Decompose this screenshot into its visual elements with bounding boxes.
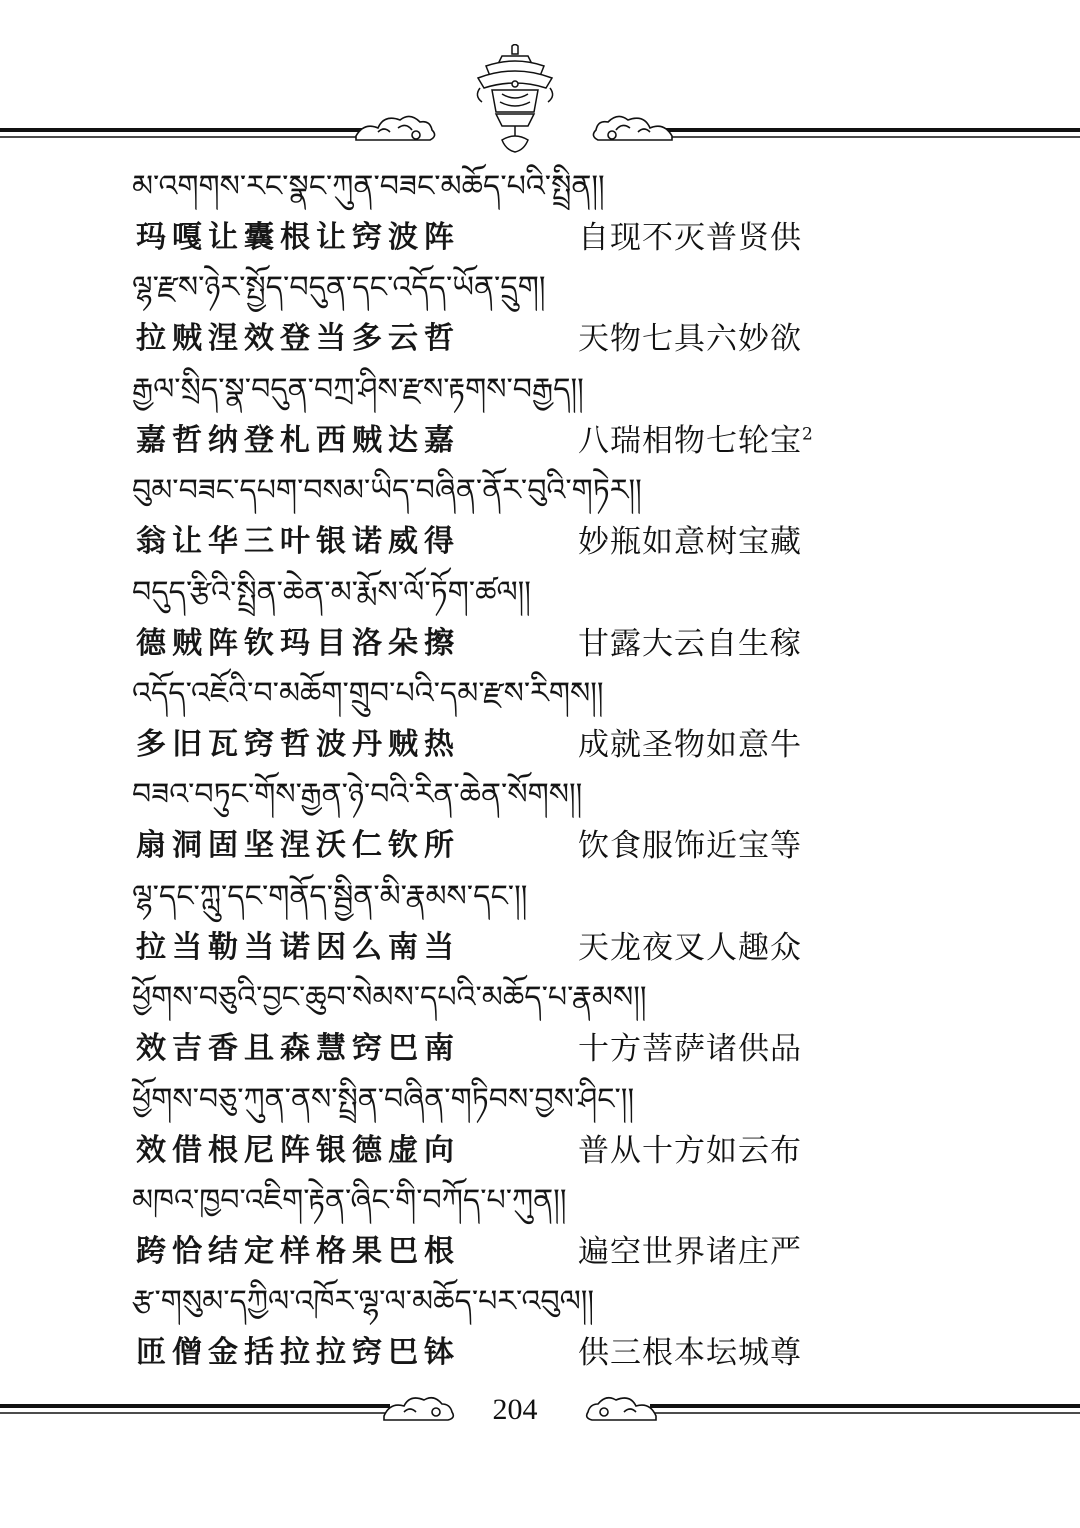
verse-7: [132, 768, 852, 869]
left-cloud-icon: [384, 1398, 453, 1420]
chinese-translation: [578, 1230, 802, 1274]
transliteration-line: 匝僧金括拉拉窍巴钵: [136, 1335, 460, 1371]
transliteration-line: 效借根尼阵银德虚向: [136, 1132, 460, 1168]
chinese-translation: [578, 317, 802, 361]
transliteration-line: 玛嘎让囊根让窍波阵: [136, 220, 460, 255]
verse-5: [132, 566, 852, 667]
verse-1: [132, 160, 852, 261]
transliteration-line: 嘉哲纳登札西贼达嘉: [136, 422, 460, 458]
transliteration-line: 扇洞固坚涅沃仁钦所: [136, 828, 460, 864]
chinese-text: 十方菩萨诸供品: [578, 1031, 802, 1068]
transliteration-line: 德贼阵钦玛目洛朵擦: [136, 625, 460, 661]
chinese-text: 甘露大云自生稼: [578, 625, 802, 662]
right-cloud-icon: [587, 1398, 656, 1420]
tibetan-line: ཕྱོགས་བཅུའི་བྱང་ཆུབ་སེམས་དཔའི་མཆོད་པ་རྣམས།།: [132, 980, 647, 1016]
verse-10: [132, 1073, 852, 1174]
chinese-text: 妙瓶如意树宝藏: [578, 524, 802, 561]
transliteration-line: 效吉香且森慧窍巴南: [136, 1031, 460, 1067]
right-cloud-icon: [593, 116, 672, 140]
tibetan-line: ལྷ་རྫས་ཉེར་སྤྱོད་བདུན་དང་འདོད་ཡོན་དྲུག།: [132, 270, 546, 306]
transliteration-line: 多旧瓦窍哲波丹贼热: [136, 726, 460, 762]
chinese-text: 天物七具六妙欲: [578, 321, 802, 358]
tibetan-line: རྩ་གསུམ་དཀྱིལ་འཁོར་ལྷ་ལ་མཆོད་པར་འབུལ།།: [132, 1284, 595, 1320]
verse-6: [132, 667, 852, 768]
verse-11: [132, 1174, 852, 1275]
transliteration-line: 拉当勒当诺因么南当: [136, 929, 460, 965]
left-cloud-icon: [356, 116, 435, 140]
page-number: 204: [492, 1393, 538, 1426]
tibetan-line: མཁའ་ཁྱབ་འཇིག་རྟེན་ཞིང་གི་བཀོད་པ་ཀུན།།: [132, 1182, 567, 1218]
chinese-text: 供三根本坛城尊: [578, 1335, 802, 1372]
chinese-translation: [578, 723, 802, 767]
chinese-text: 自现不灭普贤供: [578, 220, 802, 256]
tibetan-line: འདོད་འཇོའི་བ་མཆོག་གྲུབ་པའི་དམ་རྫས་རིགས།།: [132, 675, 604, 711]
verse-12: [132, 1275, 852, 1376]
verse-list: [132, 160, 852, 1377]
chinese-translation: [578, 926, 802, 970]
chinese-translation: [578, 419, 814, 463]
verse-8: [132, 870, 852, 971]
tibetan-line: བདུད་རྩིའི་སྤྲིན་ཆེན་མ་རྨོས་ལོ་ཏོག་ཚལ།།: [132, 574, 531, 610]
transliteration-line: 拉贼涅效登当多云哲: [136, 321, 460, 357]
tibetan-line: མ་འགགས་རང་སྣང་ཀུན་བཟང་མཆོད་པའི་སྤྲིན།།: [132, 169, 605, 204]
verse-3: [132, 363, 852, 464]
chinese-translation: [578, 216, 802, 260]
verse-4: [132, 464, 852, 565]
chinese-translation: [578, 1331, 802, 1375]
tibetan-line: བུམ་བཟང་དཔག་བསམ་ཡིད་བཞིན་ནོར་བུའི་གཏེར།།: [132, 473, 642, 509]
transliteration-line: 跨恰结定样格果巴根: [136, 1233, 460, 1269]
chinese-text: 天龙夜叉人趣众: [578, 929, 802, 966]
chinese-translation: [578, 1129, 802, 1173]
tibetan-line: ལྷ་དང་ཀླུ་དང་གནོད་སྦྱིན་མི་རྣམས་དང་།།: [132, 878, 528, 914]
verse-9: [132, 971, 852, 1072]
chinese-text: 八瑞相物七轮宝: [578, 422, 802, 459]
transliteration-line: 翁让华三叶银诺威得: [136, 524, 460, 560]
tibetan-line: རྒྱལ་སྲིད་སྣ་བདུན་བཀྲ་ཤིས་རྫས་རྟགས་བརྒྱད།།: [132, 371, 584, 407]
chinese-text: 遍空世界诸庄严: [578, 1233, 802, 1270]
tibetan-line: ཕྱོགས་བཅུ་ཀུན་ནས་སྤྲིན་བཞིན་གཏིབས་བྱས་ཤིང་།།: [132, 1081, 635, 1117]
chinese-translation: [578, 824, 802, 868]
verse-2: [132, 261, 852, 362]
chinese-translation: [578, 622, 802, 666]
chinese-translation: [578, 1027, 802, 1071]
chinese-translation: [578, 520, 802, 564]
footnote-marker: 2: [802, 424, 814, 445]
chinese-text: 成就圣物如意牛: [578, 726, 802, 763]
chinese-text: 普从十方如云布: [578, 1132, 802, 1169]
chinese-text: 饮食服饰近宝等: [578, 828, 802, 865]
tibetan-line: བཟའ་བཏུང་གོས་རྒྱན་ཉེ་བའི་རིན་ཆེན་སོགས།།: [132, 777, 583, 813]
parasol-emblem-icon: [472, 44, 558, 154]
